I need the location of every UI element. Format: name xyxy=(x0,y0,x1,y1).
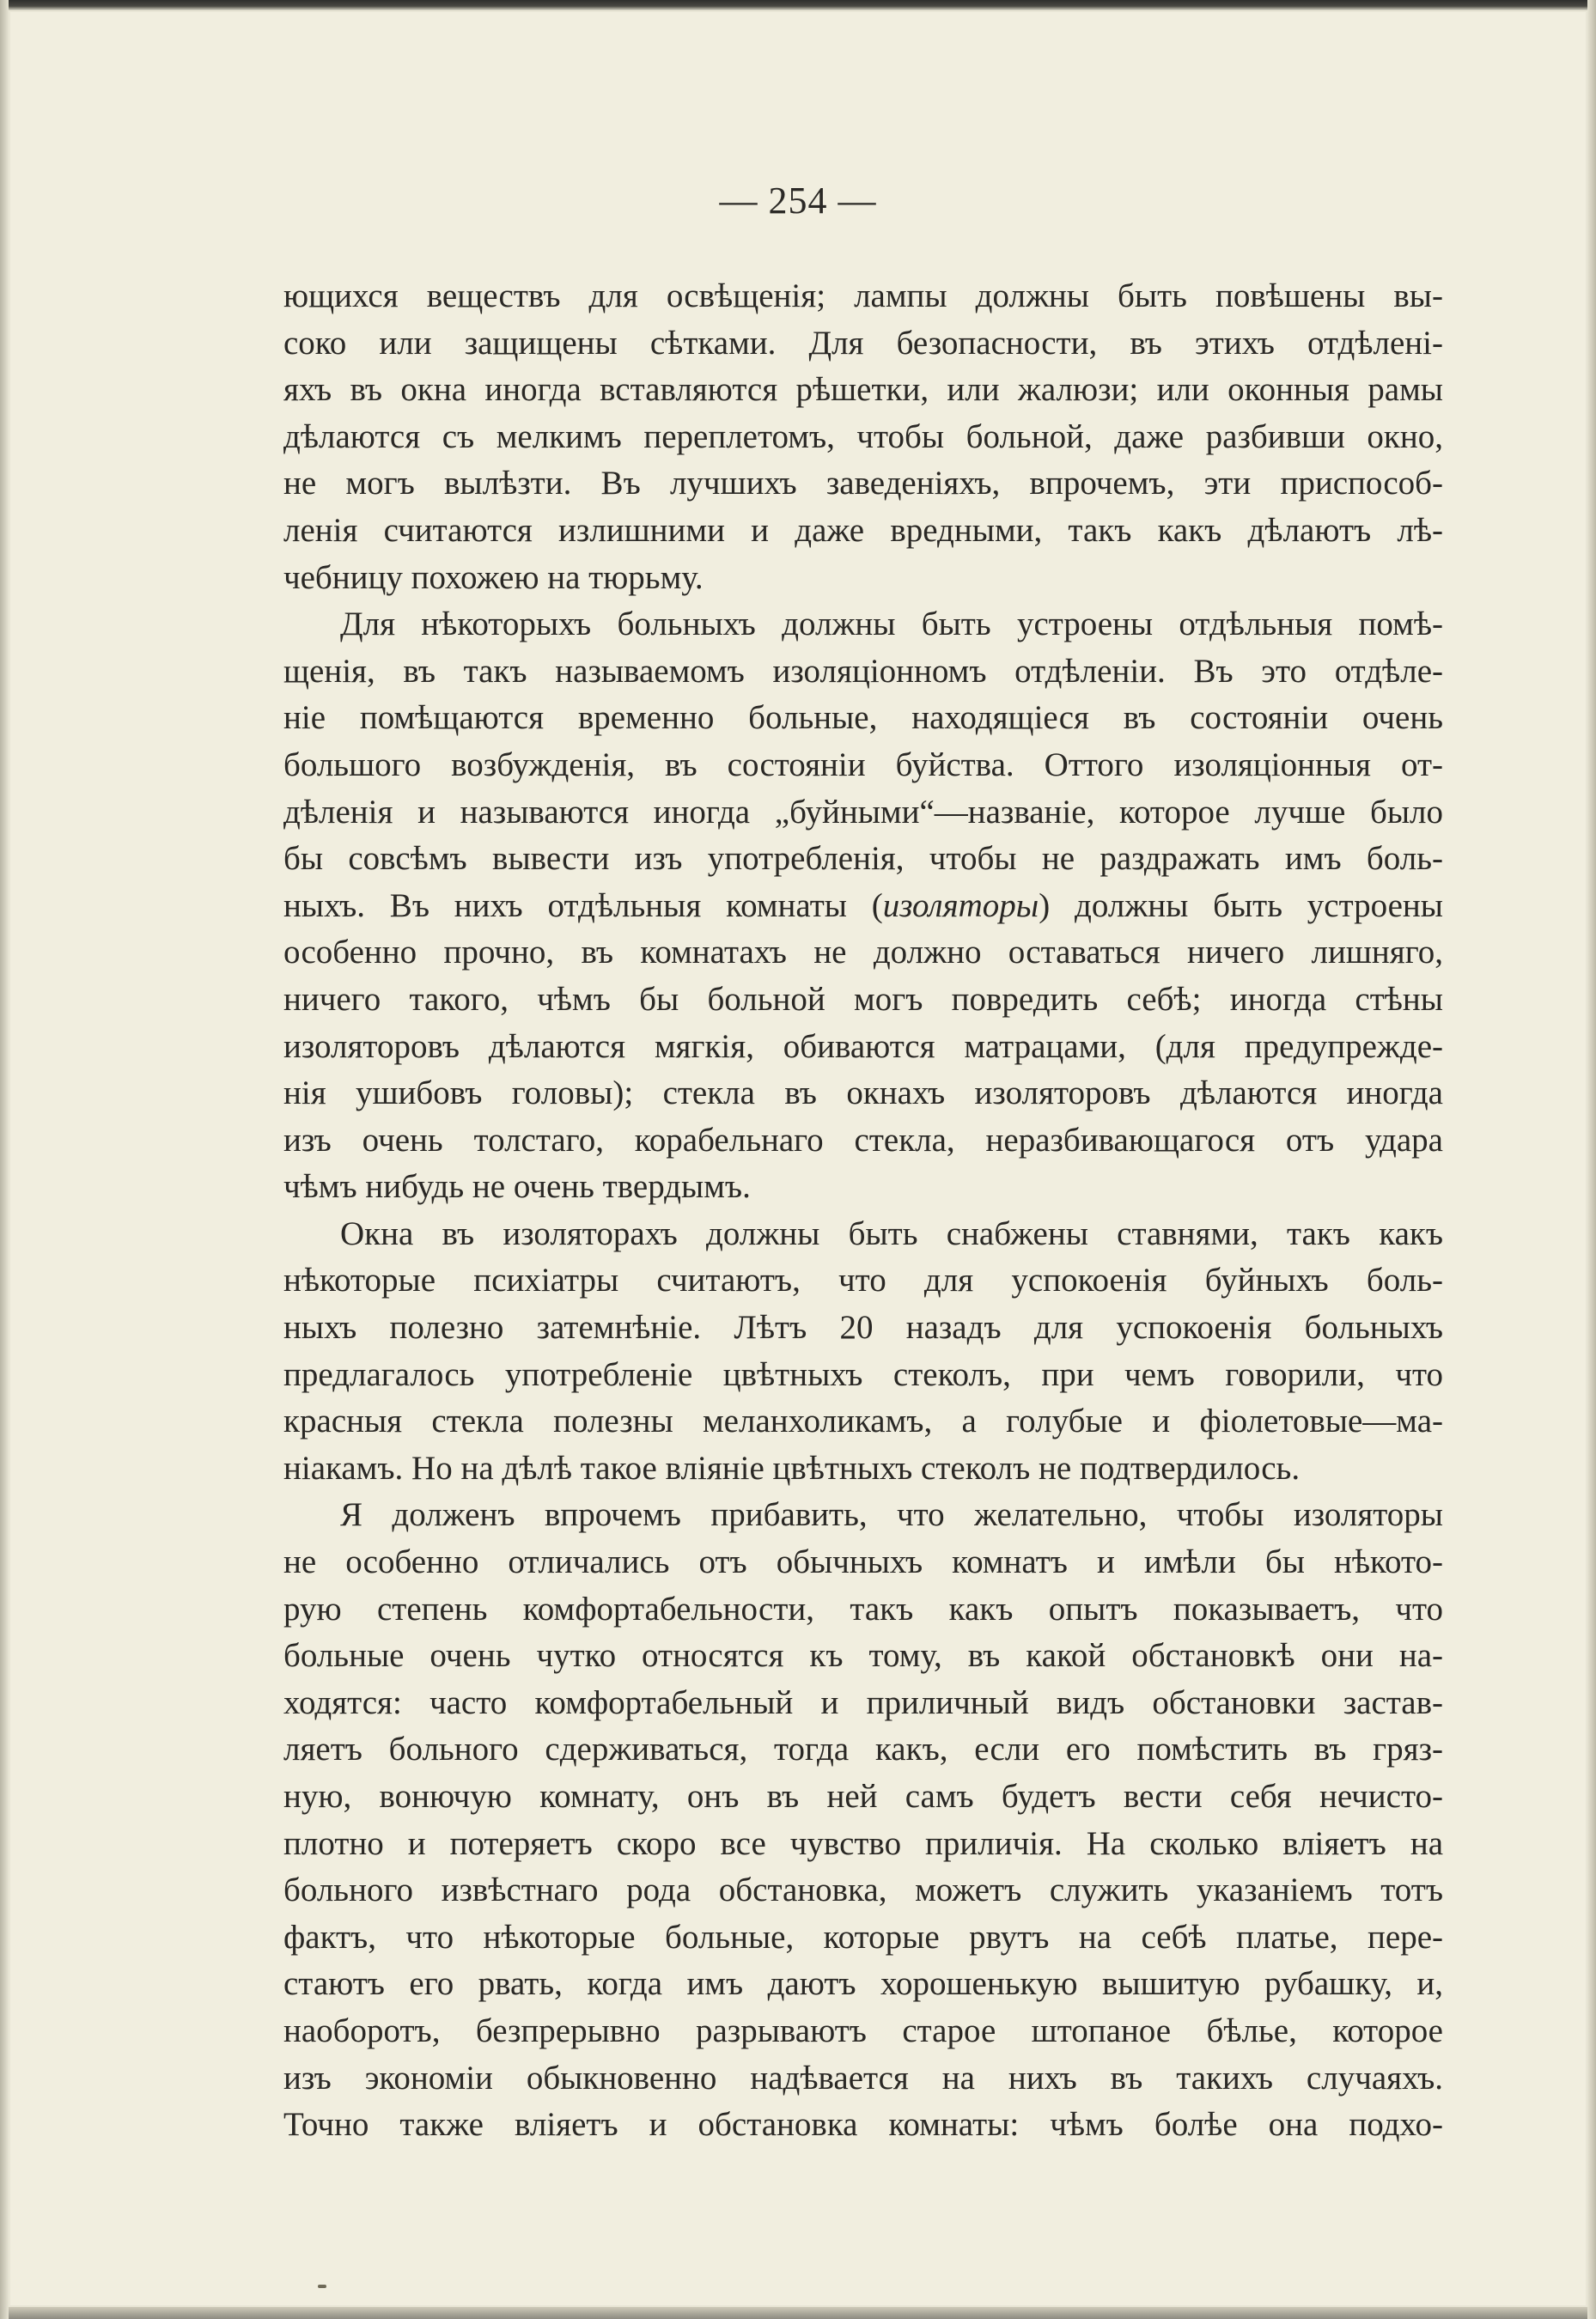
text-line: Окна въ изоляторахъ должны быть снабжены ставнями, такъ какъ xyxy=(340,1214,1443,1252)
text-line: чѣмъ нибудь не очень твердымъ. xyxy=(283,1168,751,1206)
text-line: особенно прочно, въ комнатахъ не должно оставаться ничего лишняго, xyxy=(283,934,1443,971)
text-line: ленія считаются излишними и даже вредными, такъ какъ дѣлаютъ лѣ- xyxy=(283,511,1443,549)
text-line: изоляторовъ дѣлаются мягкія, обиваются матрацами, (для предупрежде- xyxy=(283,1027,1443,1065)
text-line: стаютъ его рвать, когда имъ даютъ хорошенькую вышитую рубашку, и, xyxy=(283,1965,1443,2003)
text-line: ходятся: часто комфортабельный и приличный видъ обстановки застав- xyxy=(283,1683,1443,1721)
text-line: большого возбужденія, въ состояніи буйства. Оттого изоляціонныя от- xyxy=(283,746,1443,783)
text-line: ляетъ больного сдерживаться, тогда какъ, если его помѣстить въ гряз- xyxy=(283,1731,1443,1768)
text-line: ющихся веществъ для освѣщенія; лампы должны быть повѣшены вы- xyxy=(283,277,1443,314)
text-line: ніе помѣщаются временно больные, находящіеся въ состояніи очень xyxy=(283,699,1443,737)
text-line: щенія, въ такъ называемомъ изоляціонномъ отдѣленіи. Въ это отдѣле- xyxy=(283,652,1443,690)
text-line: Точно также вліяетъ и обстановка комнаты: чѣмъ болѣе она подхо- xyxy=(283,2106,1443,2144)
ink-mark xyxy=(318,2285,326,2288)
text-line: яхъ въ окна иногда вставляются рѣшетки, или жалюзи; или оконныя рамы xyxy=(283,371,1443,409)
text-line: больного извѣстнаго рода обстановка, можетъ служить указаніемъ тотъ xyxy=(283,1872,1443,1909)
text-line: ніакамъ. Но на дѣлѣ такое вліяніе цвѣтныхъ стеколъ не подтвердилось. xyxy=(283,1449,1301,1487)
page-right-edge xyxy=(1587,0,1596,2319)
text-line: бы совсѣмъ вывести изъ употребленія, чтобы не раздражать имъ боль- xyxy=(283,840,1443,878)
text-line: ничего такого, чѣмъ бы больной могъ повредить себѣ; иногда стѣны xyxy=(283,980,1443,1018)
page-bottom-edge xyxy=(0,2307,1596,2319)
text-line: дѣленія и называются иногда „буйными“—названіе, которое лучше было xyxy=(283,793,1443,831)
text-line: ную, вонючую комнату, онъ въ ней самъ будетъ вести себя нечисто- xyxy=(283,1778,1443,1815)
text-line: чебницу похожею на тюрьму. xyxy=(283,558,704,596)
text-line: плотно и потеряетъ скоро все чувство приличія. На сколько вліяетъ на xyxy=(283,1824,1443,1862)
text-line: дѣлаются съ мелкимъ переплетомъ, чтобы больной, даже разбивши окно, xyxy=(283,417,1443,455)
italic-term: изоляторы xyxy=(882,886,1039,924)
text-line: наоборотъ, безпрерывно разрываютъ старое штопаное бѣлье, которое xyxy=(283,2012,1443,2049)
text-line: рую степень комфортабельности, такъ какъ опытъ показываетъ, что xyxy=(283,1590,1443,1628)
text-line: фактъ, что нѣкоторые больные, которые рвутъ на себѣ платье, пере- xyxy=(283,1918,1443,1956)
body-text xyxy=(283,273,1443,2149)
text-line: ныхъ. Въ нихъ отдѣльныя комнаты (изоляторы) должны быть устроены xyxy=(283,886,1443,924)
text-line: красныя стекла полезны меланхоликамъ, а голубые и фіолетовые—ма- xyxy=(283,1403,1443,1440)
text-line: Я долженъ впрочемъ прибавить, что желательно, чтобы изоляторы xyxy=(340,1496,1443,1534)
text-line: нія ушибовъ головы); стекла въ окнахъ изоляторовъ дѣлаются иногда xyxy=(283,1074,1443,1112)
page-left-edge xyxy=(0,0,9,2319)
page-number: — 254 — xyxy=(719,180,877,222)
text-line: Для нѣкоторыхъ больныхъ должны быть устроены отдѣльныя помѣ- xyxy=(340,606,1443,643)
text-line: не могъ вылѣзти. Въ лучшихъ заведеніяхъ, впрочемъ, эти приспособ- xyxy=(283,465,1443,502)
text-line: изъ очень толстаго, корабельнаго стекла, неразбивающагося отъ удара xyxy=(283,1121,1443,1159)
text-line: изъ экономіи обыкновенно надѣвается на нихъ въ такихъ случаяхъ. xyxy=(283,2059,1443,2097)
text-line: больные очень чутко относятся къ тому, въ какой обстановкѣ они на- xyxy=(283,1637,1443,1675)
text-line: нѣкоторые психіатры считаютъ, что для успокоенія буйныхъ боль- xyxy=(283,1262,1443,1299)
page-top-edge xyxy=(0,0,1596,10)
text-line: ныхъ полезно затемнѣніе. Лѣтъ 20 назадъ для успокоенія больныхъ xyxy=(283,1309,1443,1347)
text-line: предлагалось употребленіе цвѣтныхъ стеколъ, при чемъ говорили, что xyxy=(283,1355,1443,1393)
text-line: соко или защищены сѣтками. Для безопасности, въ этихъ отдѣленi- xyxy=(283,324,1443,362)
text-line: не особенно отличались отъ обычныхъ комнатъ и имѣли бы нѣкото- xyxy=(283,1543,1443,1581)
